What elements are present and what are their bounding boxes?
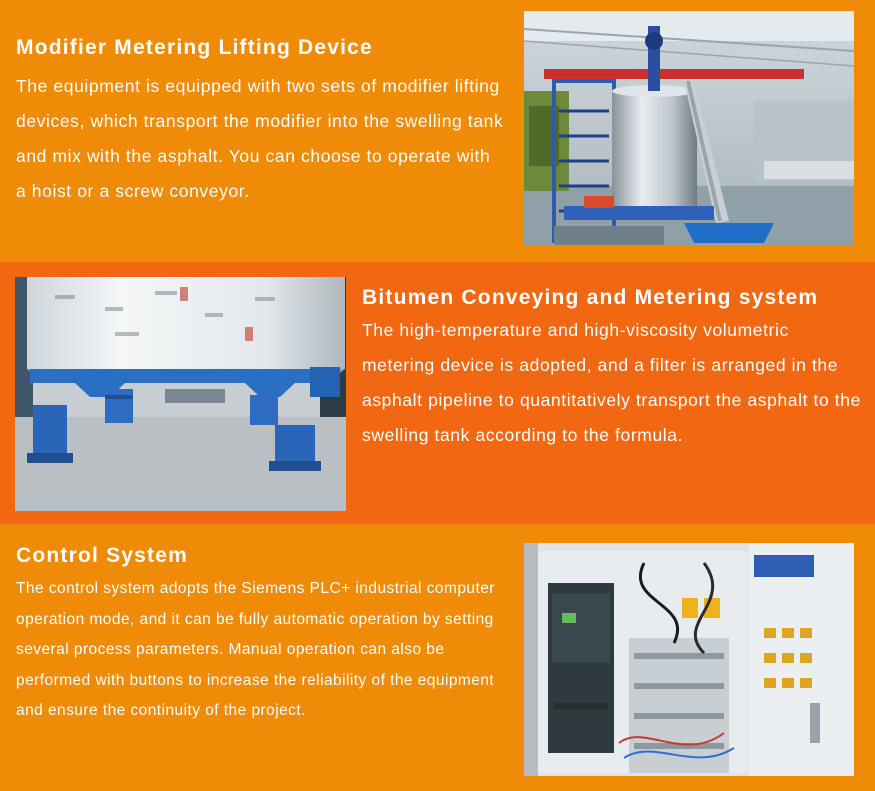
- section-title: Bitumen Conveying and Metering system: [362, 286, 819, 309]
- control-cabinet-photo: [524, 543, 854, 776]
- section-modifier-lifting: [0, 0, 875, 262]
- lifting-device-photo: [524, 11, 854, 245]
- section-description: The control system adopts the Siemens PLC+ industrial computer operation mode, and it can be fully automatic operation by setting several process parameters. Manual operation can also be performed with buttons to increase the reliability of the equipment and ensure the continuity of the project.: [16, 580, 495, 719]
- section-description: The high-temperature and high-viscosity volumetric metering device is adopted, and a filter is arranged in the asphalt pipeline to quantitatively transport the asphalt to the swelling tank according to the formula.: [362, 320, 861, 445]
- metering-tank-photo: [15, 277, 346, 511]
- section-bitumen-conveying: [0, 262, 875, 524]
- section-title: Control System: [16, 544, 188, 567]
- section-control-system: [0, 524, 875, 791]
- section-title: Modifier Metering Lifting Device: [16, 36, 373, 59]
- section-description: The equipment is equipped with two sets of modifier lifting devices, which transport the modifier into the swelling tank and mix with the asphalt. You can choose to operate with a hoist or a screw conveyor.: [16, 76, 504, 201]
